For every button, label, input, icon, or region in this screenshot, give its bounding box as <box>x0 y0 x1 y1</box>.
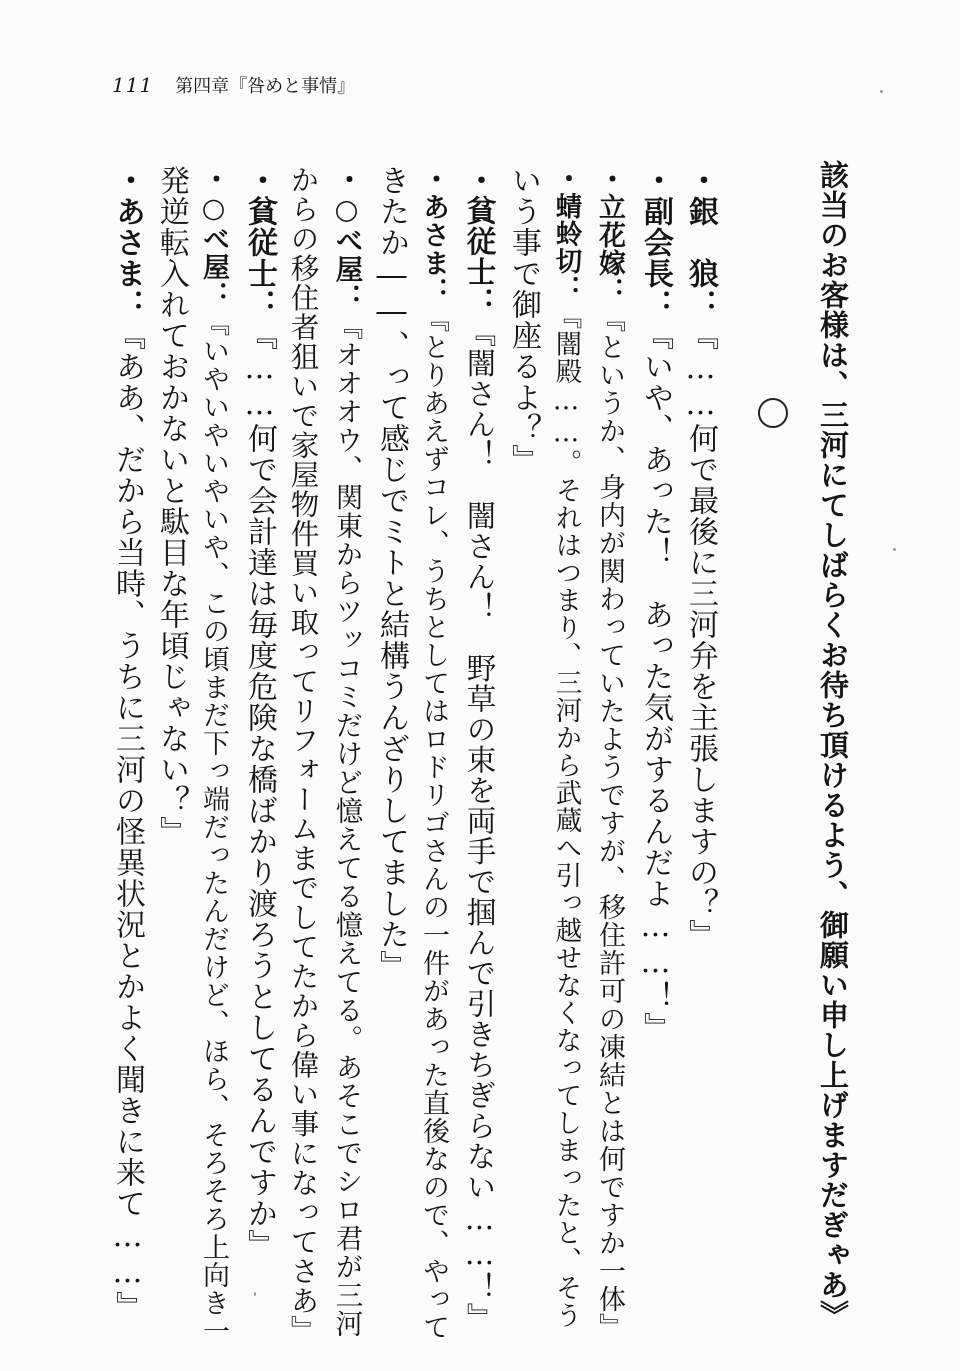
dialogue-line <box>683 165 718 950</box>
dialogue-text: からの移住者狙いで家屋物件買い取ってリフォームまでしてたから偉い事になってさあ』 <box>286 165 320 1345</box>
scan-speck <box>254 1292 256 1296</box>
dialogue-text: 発逆転入れておかないと駄目な年頃じゃない？』 <box>154 165 189 847</box>
dialogue-text: いう事で御座るよ？』 <box>506 165 541 475</box>
dialogue-text: 『オオオウ、関東からツッコミだけど憶えてる憶えてる。あそこでシロ君が三河 <box>330 312 363 1338</box>
dialogue-text: 『いや、あった！ あった気がするんだよ……！』 <box>638 320 673 1043</box>
dialogue-line <box>330 165 363 1338</box>
dialogue-line <box>110 165 145 1322</box>
dialogue-text: 『いやいやいやいや、この頃まだ下っ端だったんだけど、ほら、そろそろ上向き一 <box>198 309 229 1345</box>
dialogue-line-continued <box>286 165 320 1345</box>
dialogue-text: 『とりあえずコレ、うちとしてはロドリゴさんの一件があった直後なので、やって <box>418 305 449 1341</box>
dialogue-text: 『闇殿……。それはつまり、三河から武蔵へ引っ越せなくなってしまったと、そう <box>550 302 582 1329</box>
dialogue-line <box>596 165 623 1341</box>
dialogue-text: 『……何で最後に三河弁を主張しますの？』 <box>683 320 718 950</box>
dialogue-line-continued <box>506 165 541 475</box>
dialogue-line-continued <box>374 165 409 981</box>
chapter-title: 第四章『咎めと事情』 <box>175 76 356 97</box>
speaker-label: ・○べ屋： <box>330 165 363 312</box>
dialogue-line <box>420 165 447 1341</box>
speaker-label: ・蜻蛉切： <box>550 165 582 303</box>
dialogue-line <box>550 165 582 1329</box>
speaker-label: ・立花嫁： <box>594 165 625 305</box>
dialogue-line <box>462 165 497 1333</box>
scan-speck <box>893 548 896 551</box>
scan-speck <box>880 90 883 93</box>
announcement-heading: 該当のお客様は、三河にてしばらくお待ち頂けるよう、御願い申し上げますだぎゃあ》 <box>816 160 850 1330</box>
dialogue-line <box>242 165 277 1260</box>
speaker-label: ・貧従士： <box>462 165 497 318</box>
dialogue-text: きたか――、って感じでミトと結構うんざりしてました』 <box>374 165 409 981</box>
speaker-label: ・あさま： <box>418 165 449 305</box>
speaker-label: ・銀 狼： <box>683 165 718 320</box>
dialogue-line <box>638 165 673 1043</box>
dialogue-line-continued <box>154 165 189 847</box>
speaker-label: ・副会長： <box>638 165 673 320</box>
dialogue-text: 『闇さん！ 闇さん！ 野草の束を両手で掴んで引きちぎらない……！』 <box>462 317 497 1333</box>
speaker-label: ・あさま： <box>110 165 145 320</box>
speaker-label: ・○べ屋： <box>198 165 229 309</box>
section-circle-mark <box>758 398 788 428</box>
running-header <box>112 70 355 100</box>
dialogue-text: 『ああ、だから当時、うちに三河の怪異状況とかよく聞きに来て……』 <box>110 320 145 1322</box>
dialogue-text: 『……何で会計達は毎度危険な橋ばかり渡ろうとしてるんですか』 <box>242 320 277 1260</box>
page-number: 111 <box>112 73 154 97</box>
dialogue-line <box>200 165 227 1345</box>
dialogue-text: 『というか、身内が関わっていたようですが、移住許可の凍結とは何ですか一体』 <box>594 305 625 1341</box>
speaker-label: ・貧従士： <box>242 165 277 320</box>
